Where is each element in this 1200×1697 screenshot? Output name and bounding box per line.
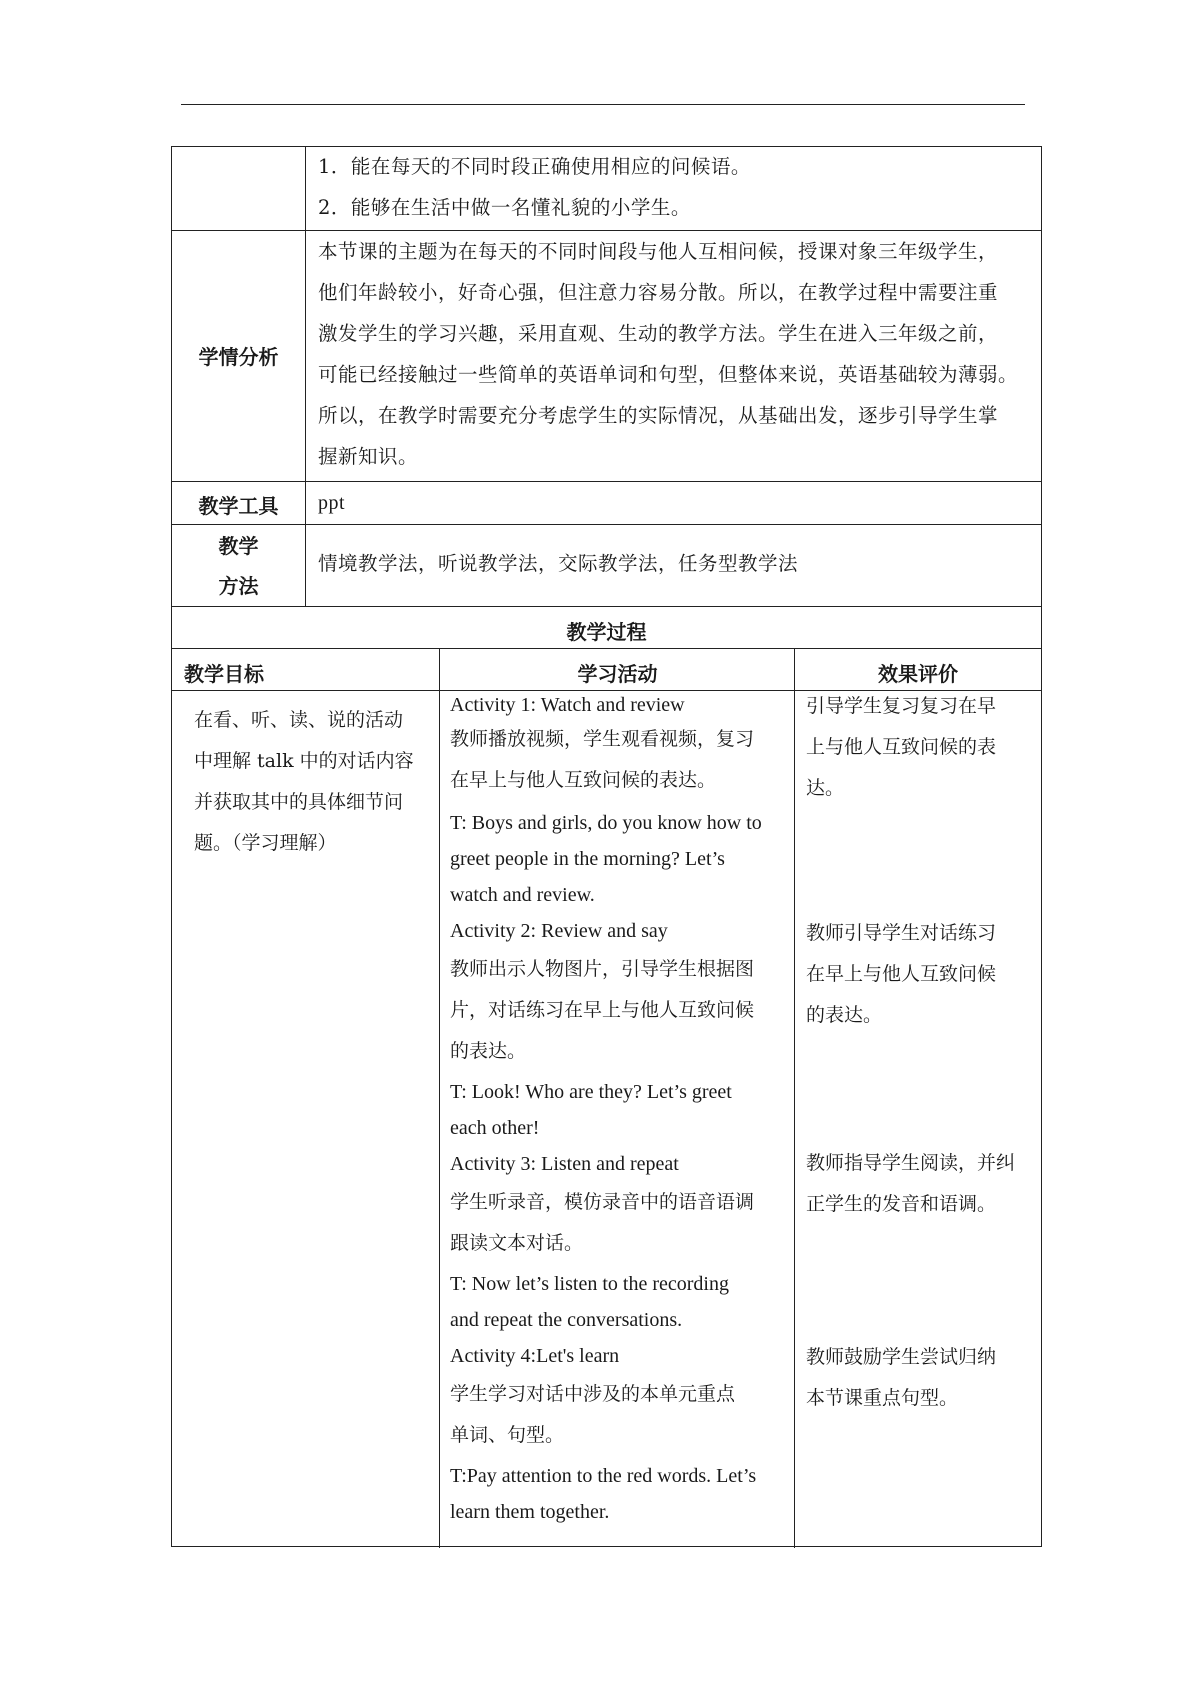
activity-3-desc: 跟读文本对话。 bbox=[450, 1232, 584, 1254]
analysis-line: 他们年龄较小，好奇心强，但注意力容易分散。所以，在教学过程中需要注重 bbox=[318, 281, 999, 304]
process-header-row bbox=[172, 649, 1041, 691]
activity-4-title: Activity 4:Let's learn bbox=[450, 1345, 620, 1367]
eval-line: 教师鼓励学生尝试归纳 bbox=[806, 1346, 997, 1368]
activity-4-desc: 学生学习对话中涉及的本单元重点 bbox=[450, 1383, 736, 1405]
analysis-label-cell bbox=[172, 231, 306, 481]
objectives-row bbox=[172, 147, 1041, 231]
activity-1-title: Activity 1: Watch and review bbox=[450, 694, 685, 716]
eval-2 bbox=[806, 913, 1038, 1036]
eval-line: 本节课重点句型。 bbox=[806, 1387, 959, 1409]
header-activities: 学习活动 bbox=[577, 662, 658, 686]
activities-cell bbox=[450, 691, 790, 1530]
eval-line: 引导学生复习复习在早 bbox=[806, 695, 997, 717]
activity-1-desc: 教师播放视频，学生观看视频，复习 bbox=[450, 728, 755, 750]
tools-label-cell bbox=[172, 482, 306, 524]
activity-2-desc: 的表达。 bbox=[450, 1040, 527, 1062]
goal-line: 在看、听、读、说的活动 bbox=[194, 709, 404, 731]
header-goal: 教学目标 bbox=[184, 662, 264, 686]
tools-value: ppt bbox=[318, 492, 346, 514]
process-title: 教学过程 bbox=[566, 620, 647, 644]
analysis-cell bbox=[306, 231, 1041, 481]
goal-cell bbox=[194, 700, 434, 864]
lesson-plan-table bbox=[171, 146, 1042, 1547]
analysis-row bbox=[172, 231, 1041, 482]
methods-label-line2: 方法 bbox=[218, 574, 259, 598]
eval-line: 教师指导学生阅读，并纠 bbox=[806, 1152, 1016, 1174]
analysis-label: 学情分析 bbox=[198, 345, 279, 369]
process-content-row bbox=[172, 691, 1041, 1548]
header-eval: 效果评价 bbox=[878, 662, 958, 686]
eval-3 bbox=[806, 1143, 1038, 1225]
activity-1-teacher: T: Boys and girls, do you know how to bbox=[450, 812, 762, 834]
activity-1-teacher: greet people in the morning? Let’s bbox=[450, 848, 725, 870]
tools-cell bbox=[306, 482, 1041, 524]
activity-4-teacher: learn them together. bbox=[450, 1501, 610, 1523]
activity-4-desc: 单词、句型。 bbox=[450, 1424, 565, 1446]
activity-2-teacher: each other! bbox=[450, 1117, 540, 1139]
goal-line: 中理解 talk 中的对话内容 bbox=[194, 750, 414, 772]
header-rule bbox=[181, 104, 1025, 105]
activity-2-title: Activity 2: Review and say bbox=[450, 920, 668, 942]
activity-4-teacher: T:Pay attention to the red words. Let’s bbox=[450, 1465, 757, 1487]
activity-2-desc: 片，对话练习在早上与他人互致问候 bbox=[450, 999, 755, 1021]
eval-line: 达。 bbox=[806, 777, 845, 799]
activity-2-teacher: T: Look! Who are they? Let’s greet bbox=[450, 1081, 732, 1103]
eval-1 bbox=[806, 686, 1038, 809]
eval-line: 在早上与他人互致问候 bbox=[806, 963, 997, 985]
activity-3-desc: 学生听录音，模仿录音中的语音语调 bbox=[450, 1191, 755, 1213]
analysis-line: 可能已经接触过一些简单的英语单词和句型，但整体来说，英语基础较为薄弱。 bbox=[318, 363, 1019, 386]
tools-row bbox=[172, 482, 1041, 525]
activity-3-teacher: and repeat the conversations. bbox=[450, 1309, 683, 1331]
activity-3-title: Activity 3: Listen and repeat bbox=[450, 1153, 679, 1175]
analysis-line: 本节课的主题为在每天的不同时间段与他人互相问候，授课对象三年级学生， bbox=[318, 240, 999, 263]
goal-line: 题。（学习理解） bbox=[194, 832, 337, 854]
analysis-line: 激发学生的学习兴趣，采用直观、生动的教学方法。学生在进入三年级之前， bbox=[318, 322, 999, 345]
eval-4 bbox=[806, 1337, 1038, 1419]
methods-value: 情境教学法，听说教学法，交际教学法，任务型教学法 bbox=[318, 552, 799, 575]
methods-row bbox=[172, 525, 1041, 607]
eval-line: 正学生的发音和语调。 bbox=[806, 1193, 997, 1215]
objective-2: 2．能够在生活中做一名懂礼貌的小学生。 bbox=[318, 196, 691, 219]
eval-line: 教师引导学生对话练习 bbox=[806, 922, 997, 944]
objectives-label-cell bbox=[172, 147, 306, 230]
activity-2-desc: 教师出示人物图片，引导学生根据图 bbox=[450, 958, 755, 980]
eval-line: 的表达。 bbox=[806, 1004, 883, 1026]
eval-line: 上与他人互致问候的表 bbox=[806, 736, 997, 758]
analysis-line: 所以，在教学时需要充分考虑学生的实际情况，从基础出发，逐步引导学生掌 bbox=[318, 404, 999, 427]
goal-line: 并获取其中的具体细节问 bbox=[194, 791, 404, 813]
tools-label: 教学工具 bbox=[198, 494, 279, 518]
activity-1-desc: 在早上与他人互致问候的表达。 bbox=[450, 769, 717, 791]
process-title-row bbox=[172, 607, 1041, 649]
objective-1: 1．能在每天的不同时段正确使用相应的问候语。 bbox=[318, 155, 751, 178]
methods-cell bbox=[306, 525, 1041, 606]
activity-3-teacher: T: Now let’s listen to the recording bbox=[450, 1273, 729, 1295]
activity-1-teacher: watch and review. bbox=[450, 884, 595, 906]
methods-label-cell bbox=[172, 525, 306, 606]
objectives-cell bbox=[306, 147, 1041, 230]
methods-label-line1: 教学 bbox=[218, 534, 259, 558]
analysis-line: 握新知识。 bbox=[318, 445, 419, 468]
